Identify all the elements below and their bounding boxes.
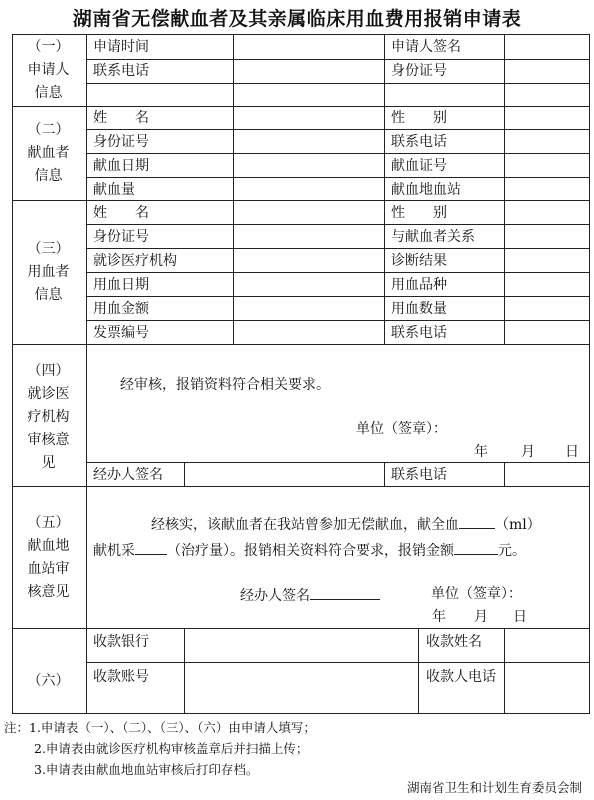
station-handler-row [240, 585, 380, 605]
section-divider [12, 486, 590, 487]
row-line [86, 83, 590, 84]
recipient-hospital-label: 就诊医疗机构 [93, 253, 177, 269]
section-number: （三） [27, 241, 70, 257]
donor-phone-label: 联系电话 [391, 134, 447, 150]
section-name-line: 申请人 [27, 62, 70, 78]
form-title: 湖南省无偿献血者及其亲属临床用血费用报销申请表 [72, 8, 522, 30]
recipient-gender-label: 性 别 [391, 205, 447, 221]
donor-gender-label: 性 别 [391, 110, 447, 126]
column-line [418, 628, 419, 714]
payee-bank-label: 收款银行 [93, 634, 149, 650]
row-line [86, 320, 590, 321]
donor-date-label: 献血日期 [93, 158, 149, 174]
hospital-unit-sign: 单位（签章）： [356, 421, 447, 437]
section-divider [12, 344, 590, 345]
donor-amount-label: 献血量 [93, 182, 135, 198]
row-line [86, 153, 590, 154]
section-4-label [12, 360, 85, 475]
donor-station-label: 献血地血站 [391, 182, 461, 198]
row-line [86, 129, 590, 130]
hospital-handler-label: 经办人签名 [93, 467, 163, 483]
section-name-line: 献血者 [27, 145, 70, 161]
recipient-date-label: 用血日期 [93, 277, 149, 293]
donor-name-label: 姓 名 [93, 110, 149, 126]
issuer-footer: 湖南省卫生和计划生育委员会制 [406, 780, 582, 795]
section-3-label [12, 238, 85, 307]
note-2: 2.申请表由就诊医疗机构审核盖章后并扫描上传； [34, 741, 309, 756]
station-month: 月 [474, 609, 488, 625]
applicant-signature-label: 申请人签名 [391, 39, 461, 55]
column-line [233, 34, 234, 344]
station-review-line-1 [151, 514, 541, 534]
column-line [384, 462, 385, 486]
note-3: 3.申请表由献血地血站审核后打印存档。 [34, 762, 259, 777]
hospital-month: 月 [521, 444, 535, 460]
section-name-line: 就诊医 [27, 386, 70, 402]
recipient-id-label: 身份证号 [93, 229, 149, 245]
section-name-line: 血站审 [27, 561, 70, 577]
hospital-review-text: 经审核，报销资料符合相关要求。 [120, 377, 330, 393]
section-6-label: （六） [27, 673, 70, 689]
station-text: 经核实，该献血者在我站曾参加无偿献血，献全血 [151, 517, 459, 533]
column-line [504, 628, 505, 714]
section-name-line: 信息 [34, 85, 63, 101]
hospital-phone-label: 联系电话 [391, 467, 447, 483]
recipient-name-label: 姓 名 [93, 205, 149, 221]
row-line [86, 296, 590, 297]
recipient-diagnosis-label: 诊断结果 [391, 253, 447, 269]
row-line [86, 59, 590, 60]
recipient-quantity-label: 用血数量 [391, 301, 447, 317]
section-2-label [12, 119, 85, 188]
hospital-year: 年 [474, 444, 488, 460]
section-number: （一） [27, 39, 70, 55]
section-5-label [12, 512, 85, 604]
station-handler-blank[interactable] [310, 585, 380, 600]
station-day: 日 [513, 609, 527, 625]
apheresis-blank[interactable] [135, 540, 167, 555]
section-name-line: 核意见 [27, 584, 70, 600]
row-line [86, 272, 590, 273]
station-review-line-2 [93, 540, 526, 560]
row-line [86, 462, 590, 463]
section-name-line: 信息 [34, 168, 63, 184]
reimburse-amount-blank[interactable] [454, 540, 498, 555]
station-text: （ml） [495, 517, 541, 533]
column-line [86, 34, 87, 714]
section-number: （四） [27, 363, 70, 379]
payee-account-label: 收款账号 [93, 669, 149, 685]
recipient-relation-label: 与献血者关系 [391, 229, 475, 245]
applicant-phone-label: 联系电话 [93, 63, 149, 79]
column-line [384, 34, 385, 344]
row-line [86, 224, 590, 225]
applicant-id-label: 身份证号 [391, 63, 447, 79]
donor-id-label: 身份证号 [93, 134, 149, 150]
column-line [184, 462, 185, 486]
station-text: （治疗量）。报销相关资料符合要求，报销金额 [167, 543, 454, 559]
station-text: 献机采 [93, 543, 135, 559]
station-text: 元。 [498, 543, 526, 559]
station-year: 年 [432, 609, 446, 625]
section-name-line: 疗机构 [27, 409, 70, 425]
section-1-label [12, 36, 85, 105]
station-handler-label: 经办人签名 [240, 588, 310, 604]
hospital-day: 日 [565, 444, 579, 460]
note-1: 注：1.申请表（一）、（二）、（三）、（六）由申请人填写； [4, 720, 316, 735]
payee-name-label: 收款姓名 [426, 634, 482, 650]
column-line [504, 462, 505, 486]
section-name-line: 审核意 [27, 432, 70, 448]
apply-time-label: 申请时间 [93, 39, 149, 55]
section-number: （二） [27, 122, 70, 138]
station-unit-sign: 单位（签章）： [431, 586, 522, 602]
row-line [86, 177, 590, 178]
section-name-line: 用血者 [27, 264, 70, 280]
row-line [86, 248, 590, 249]
column-line [504, 34, 505, 344]
section-name-line: 见 [41, 455, 56, 471]
recipient-blood-type-label: 用血品种 [391, 277, 447, 293]
section-name-line: 信息 [34, 287, 63, 303]
donor-cert-label: 献血证号 [391, 158, 447, 174]
recipient-amount-label: 用血金额 [93, 301, 149, 317]
whole-blood-blank[interactable] [459, 514, 495, 529]
section-name-line: 献血地 [27, 538, 70, 554]
recipient-phone-label: 联系电话 [391, 325, 447, 341]
column-line [184, 628, 185, 714]
payee-phone-label: 收款人电话 [426, 669, 496, 685]
row-line [86, 662, 590, 663]
section-number: （五） [27, 515, 70, 531]
invoice-number-label: 发票编号 [93, 325, 149, 341]
